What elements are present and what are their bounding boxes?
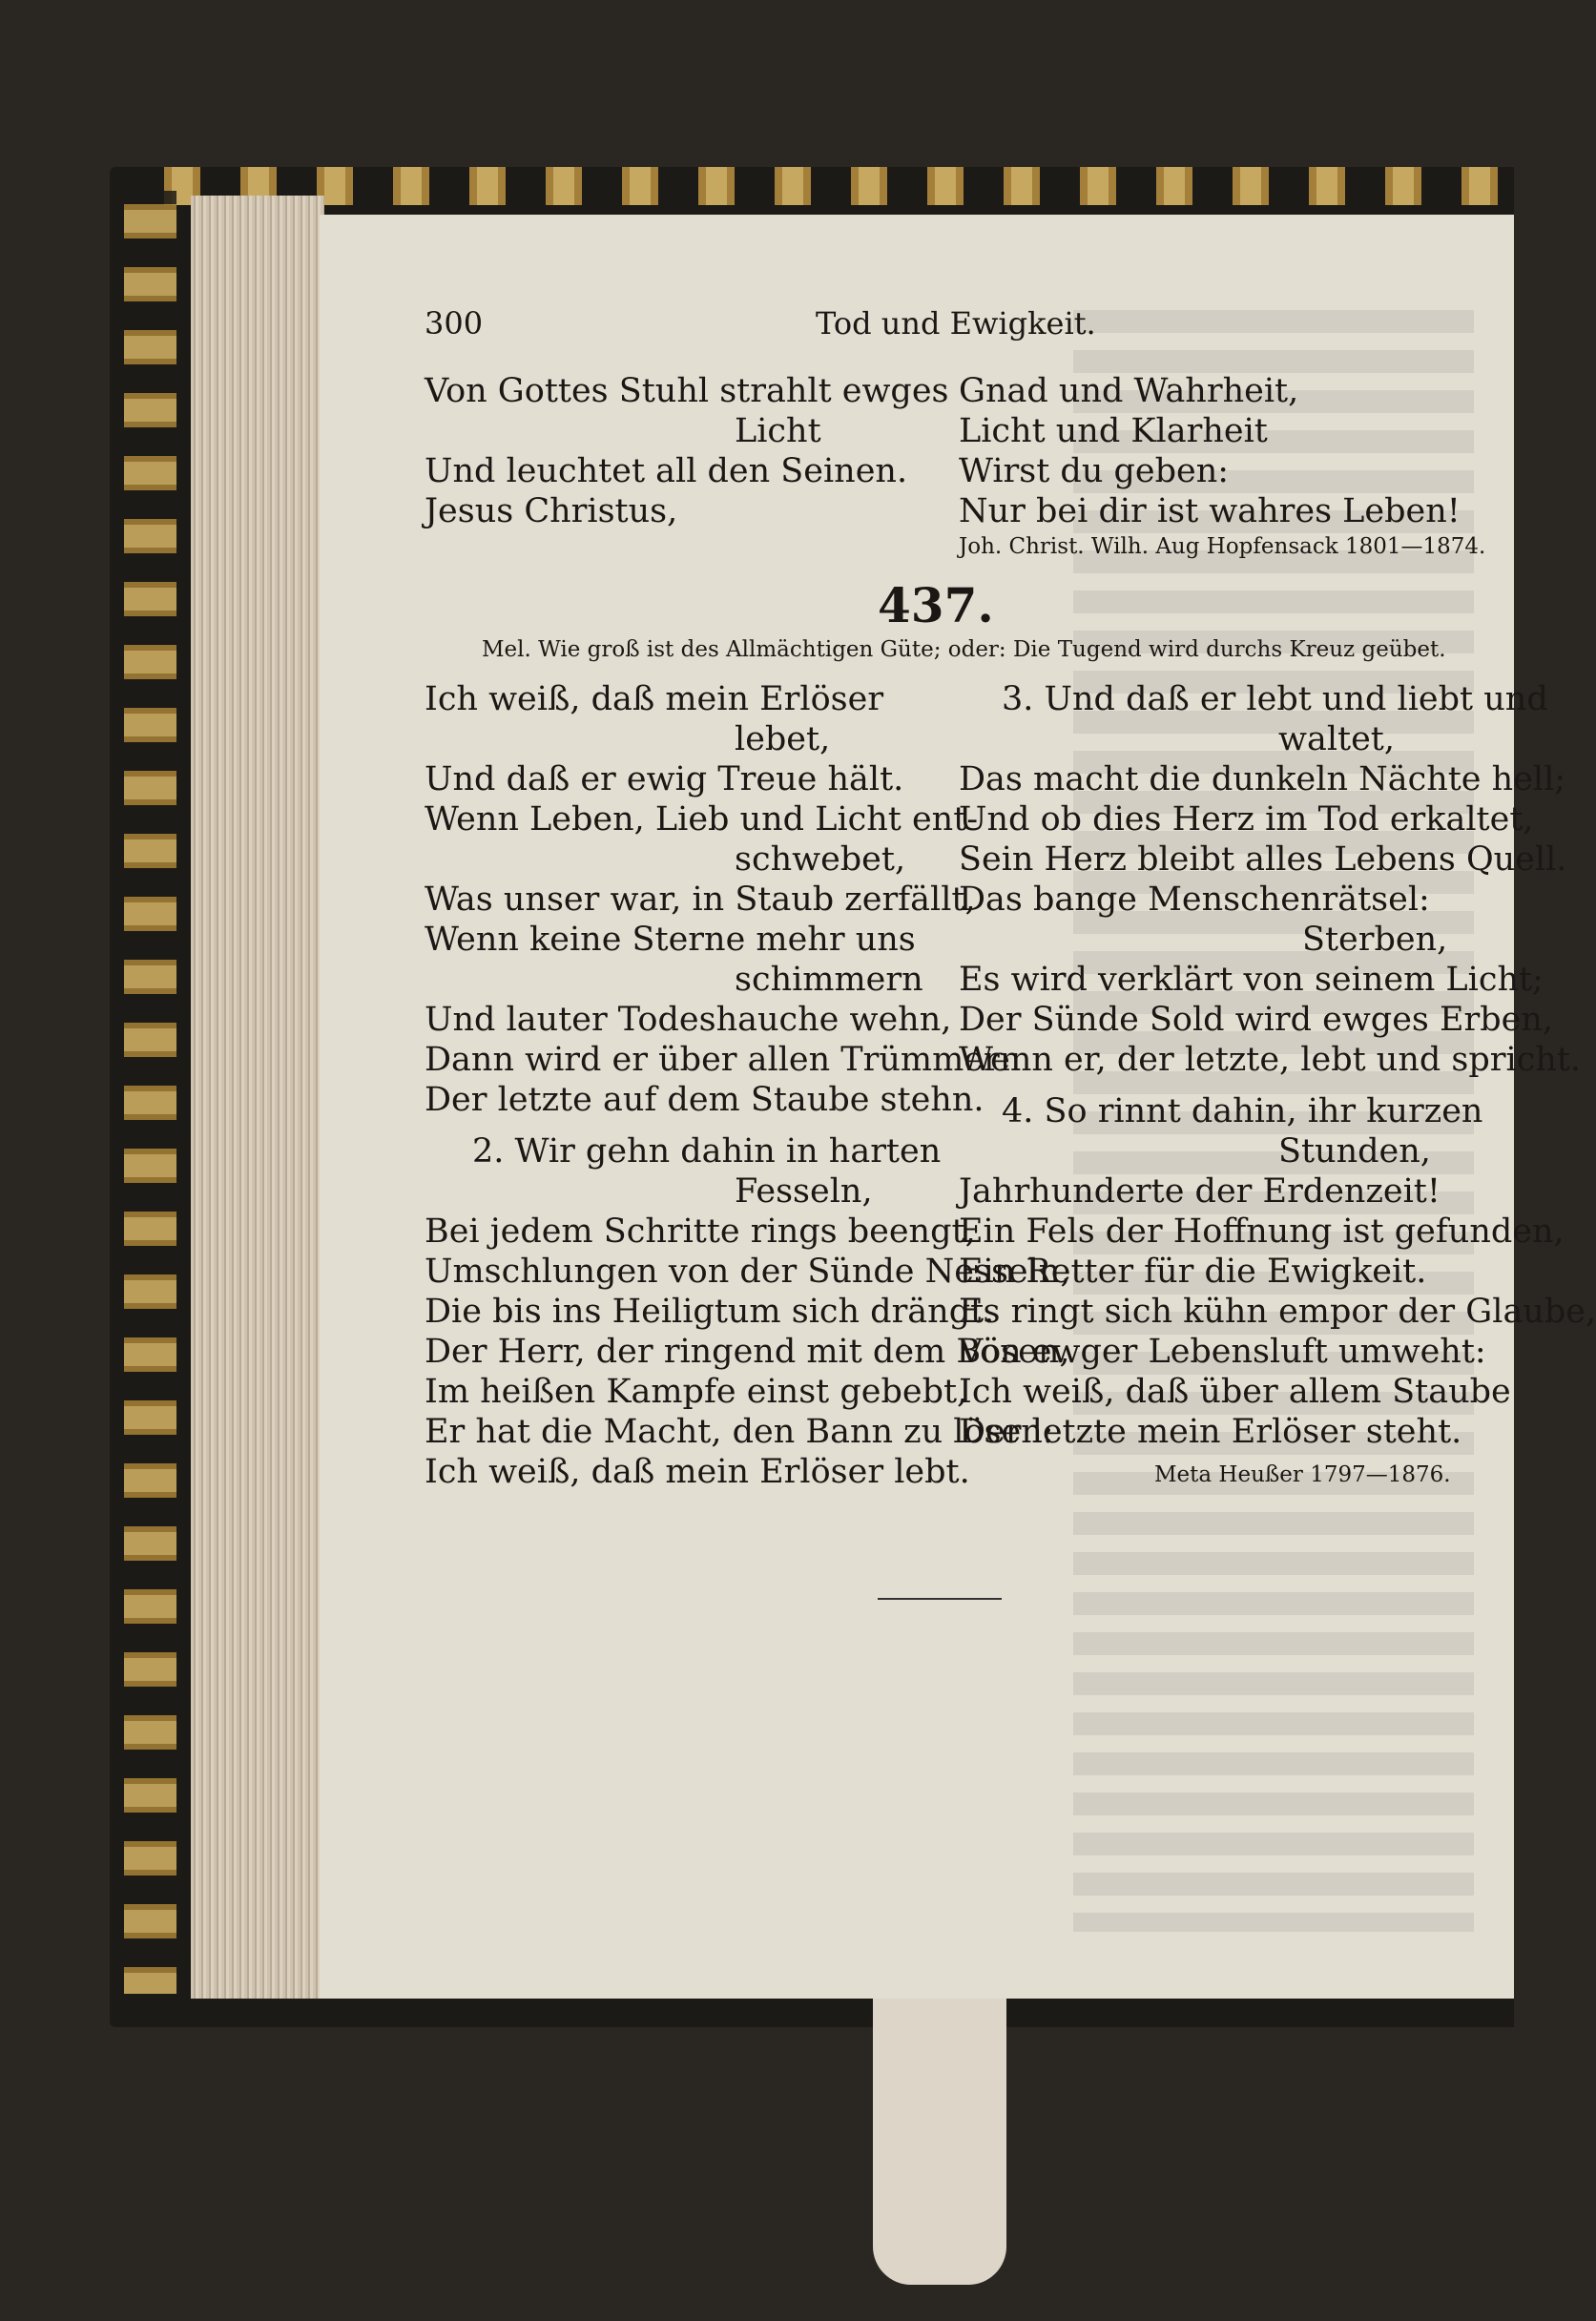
verse-line: Fesseln, (735, 1172, 873, 1211)
verse-line: Die bis ins Heiligtum sich drängt. (425, 1293, 995, 1331)
verse-line: Wenn er, der letzte, lebt und spricht. (959, 1041, 1582, 1079)
verse-line: schimmern (735, 961, 923, 999)
verse-line: schwebet, (735, 840, 906, 879)
verse-line: Gnad und Wahrheit, (959, 372, 1299, 410)
verse-line: Im heißen Kampfe einst gebebt, (425, 1373, 968, 1411)
verse-line: Er hat die Macht, den Bann zu lösen: (425, 1413, 1054, 1451)
verse-line: Und daß er ewig Treue hält. (425, 760, 904, 798)
verse-line: Der letzte auf dem Staube stehn. (425, 1081, 985, 1119)
verse-line: Es ringt sich kühn empor der Glaube, (959, 1293, 1596, 1331)
page-number: 300 (425, 305, 484, 342)
verse-line: Von ewger Lebensluft umweht: (959, 1333, 1486, 1371)
verse-line: Ich weiß, daß über allem Staube (959, 1373, 1511, 1411)
verse-line: Der Herr, der ringend mit dem Bösen, (425, 1333, 1070, 1371)
verse-line: Was unser war, in Staub zerfällt, (425, 881, 976, 919)
verse-line: Umschlungen von der Sünde Nesseln, (425, 1253, 1071, 1291)
verse-line: Jesus Christus, (425, 492, 678, 530)
verse-line: Und leuchtet all den Seinen. (425, 452, 908, 490)
verse-line: waltet, (1278, 720, 1395, 758)
verse-line: Ich weiß, daß mein Erlöser lebt. (425, 1453, 970, 1491)
verse-line: Licht (735, 412, 821, 450)
verse-line: Das bange Menschenrätsel: (959, 881, 1430, 919)
verse-line: Das macht die dunkeln Nächte hell; (959, 760, 1566, 798)
verse-line: Ein Retter für die Ewigkeit. (959, 1253, 1427, 1291)
closing-rule (878, 1598, 1002, 1600)
bookmark-ribbon (873, 1999, 1006, 2285)
verse-line: Licht und Klarheit (959, 412, 1268, 450)
verse-line: 4. So rinnt dahin, ihr kurzen (1002, 1092, 1483, 1130)
verse-line: Bei jedem Schritte rings beengt, (425, 1212, 976, 1251)
verse-line: Ein Fels der Hoffnung ist gefunden, (959, 1212, 1565, 1251)
verse-line: Wenn Leben, Lieb und Licht ent- (425, 800, 979, 839)
book-page (320, 215, 1596, 1999)
verse-line: 3. Und daß er lebt und liebt und (1002, 680, 1548, 718)
page-edges (191, 196, 324, 1999)
verse-line: Es wird verklärt von seinem Licht; (959, 961, 1544, 999)
verse-line: Dann wird er über allen Trümmern (425, 1041, 1022, 1079)
verse-line: Ich weiß, daß mein Erlöser (425, 680, 884, 718)
verse-line: Wenn keine Sterne mehr uns (425, 921, 916, 959)
author-credit: Joh. Christ. Wilh. Aug Hopfensack 1801—1874. (959, 534, 1486, 559)
verse-line: Der Sünde Sold wird ewges Erben, (959, 1001, 1554, 1039)
verse-line: Der letzte mein Erlöser steht. (959, 1413, 1462, 1451)
verse-line: 2. Wir gehn dahin in harten (472, 1132, 942, 1171)
verse-line: lebet, (735, 720, 831, 758)
running-title: Tod und Ewigkeit. (816, 305, 1096, 342)
melody-line: Mel. Wie groß ist des Allmächtigen Güte; oder: Die Tugend wird durchs Kreuz geübet. (482, 637, 1446, 662)
verse-line: Stunden, (1278, 1132, 1431, 1171)
verse-line: Von Gottes Stuhl strahlt ewges (425, 372, 949, 410)
verse-line: Sein Herz bleibt alles Lebens Quell. (959, 840, 1567, 879)
hymn-number: 437. (878, 577, 994, 633)
verse-line: Sterben, (1302, 921, 1448, 959)
gilt-border-top (143, 167, 1514, 205)
verse-line: Wirst du geben: (959, 452, 1230, 490)
author-credit: Meta Heußer 1797—1876. (1154, 1462, 1451, 1487)
gilt-border-left (124, 191, 176, 1994)
verse-line: Nur bei dir ist wahres Leben! (959, 492, 1461, 530)
verse-line: Und ob dies Herz im Tod erkaltet, (959, 800, 1534, 839)
verse-line: Und lauter Todeshauche wehn, (425, 1001, 952, 1039)
verse-line: Jahrhunderte der Erdenzeit! (959, 1172, 1441, 1211)
